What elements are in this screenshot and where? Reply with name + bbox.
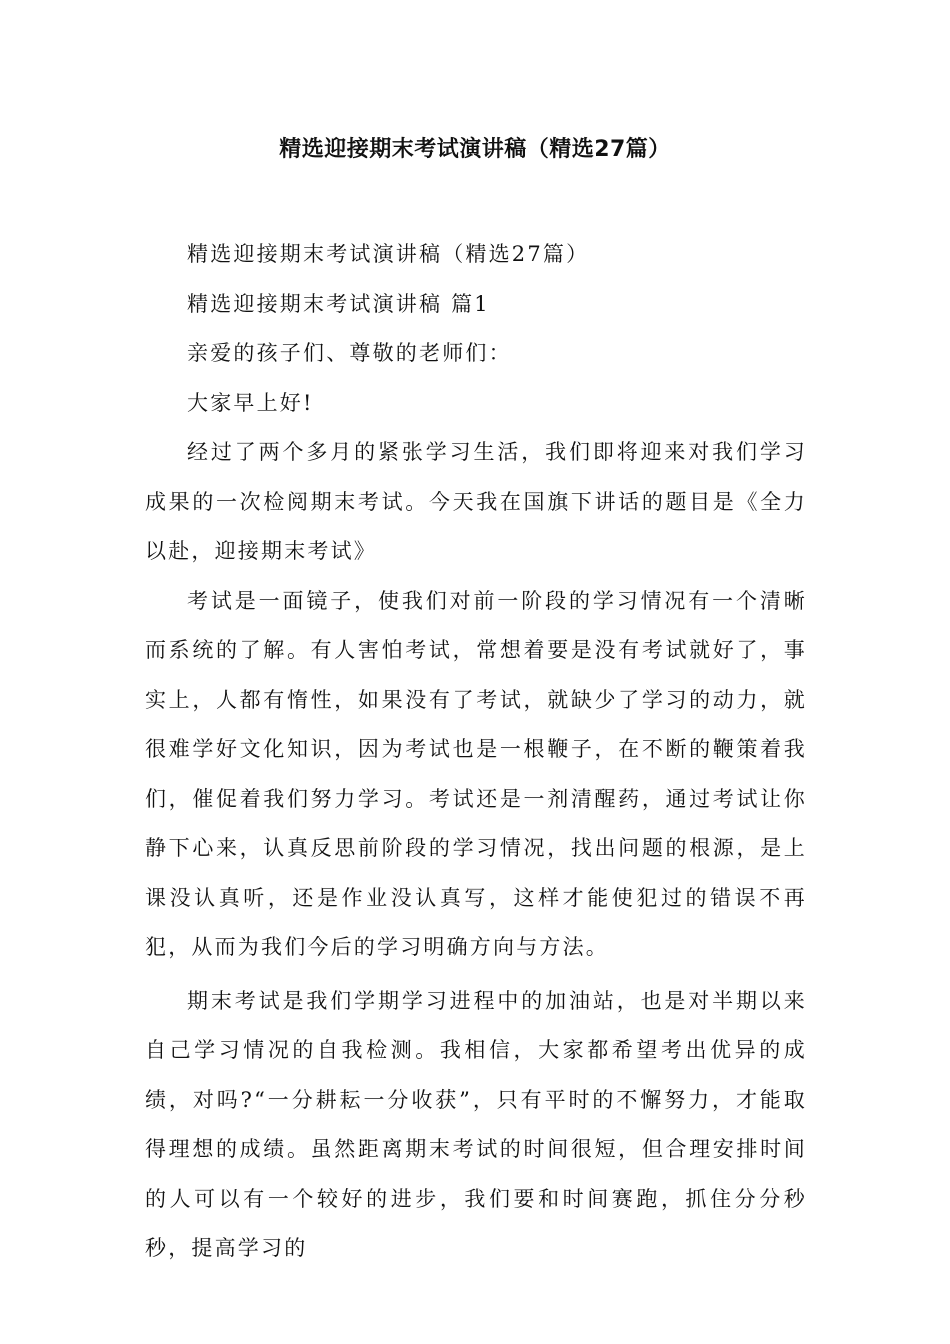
paragraph-subtitle: 精选迎接期末考试演讲稿（精选27篇） [187,242,590,266]
document-body [145,230,807,1274]
document-title: 精选迎接期末考试演讲稿（精选27篇） [279,137,671,162]
paragraph-body: 考试是一面镜子，使我们对前一阶段的学习情况有一个清晰而系统的了解。有人害怕考试，常想着要是没有考试就好了，事实上，人都有惰性，如果没有了考试，就缺少了学习的动力，就很难学好文化知识，因为考试也是一根鞭子，在不断的鞭策着我们，催促着我们努力学习。考试还是一剂清醒药，通过考试让你静下心来，认真反思前阶段的学习情况，找出问题的根源，是上课没认真听，还是作业没认真写，这样才能使犯过的错误不再犯，从而为我们今后的学习明确方向与方法。 [145,588,807,959]
paragraph-body: 期末考试是我们学期学习进程中的加油站，也是对半期以来自己学习情况的自我检测。我相信，大家都希望考出优异的成绩，对吗?“一分耕耘一分收获”，只有平时的不懈努力，才能取得理想的成绩。虽然距离期末考试的时间很短，但合理安排时间的人可以有一个较好的进步，我们要和时间赛跑，抓住分分秒秒，提高学习的 [145,988,807,1260]
paragraph-greeting: 大家早上好! [187,390,314,415]
paragraph-section-heading: 精选迎接期末考试演讲稿 篇1 [187,291,490,316]
paragraph-salutation: 亲爱的孩子们、尊敬的老师们： [187,341,512,365]
paragraph-body: 经过了两个多月的紧张学习生活，我们即将迎来对我们学习成果的一次检阅期末考试。今天我在国旗下讲话的题目是《全力以赴，迎接期末考试》 [145,440,807,563]
